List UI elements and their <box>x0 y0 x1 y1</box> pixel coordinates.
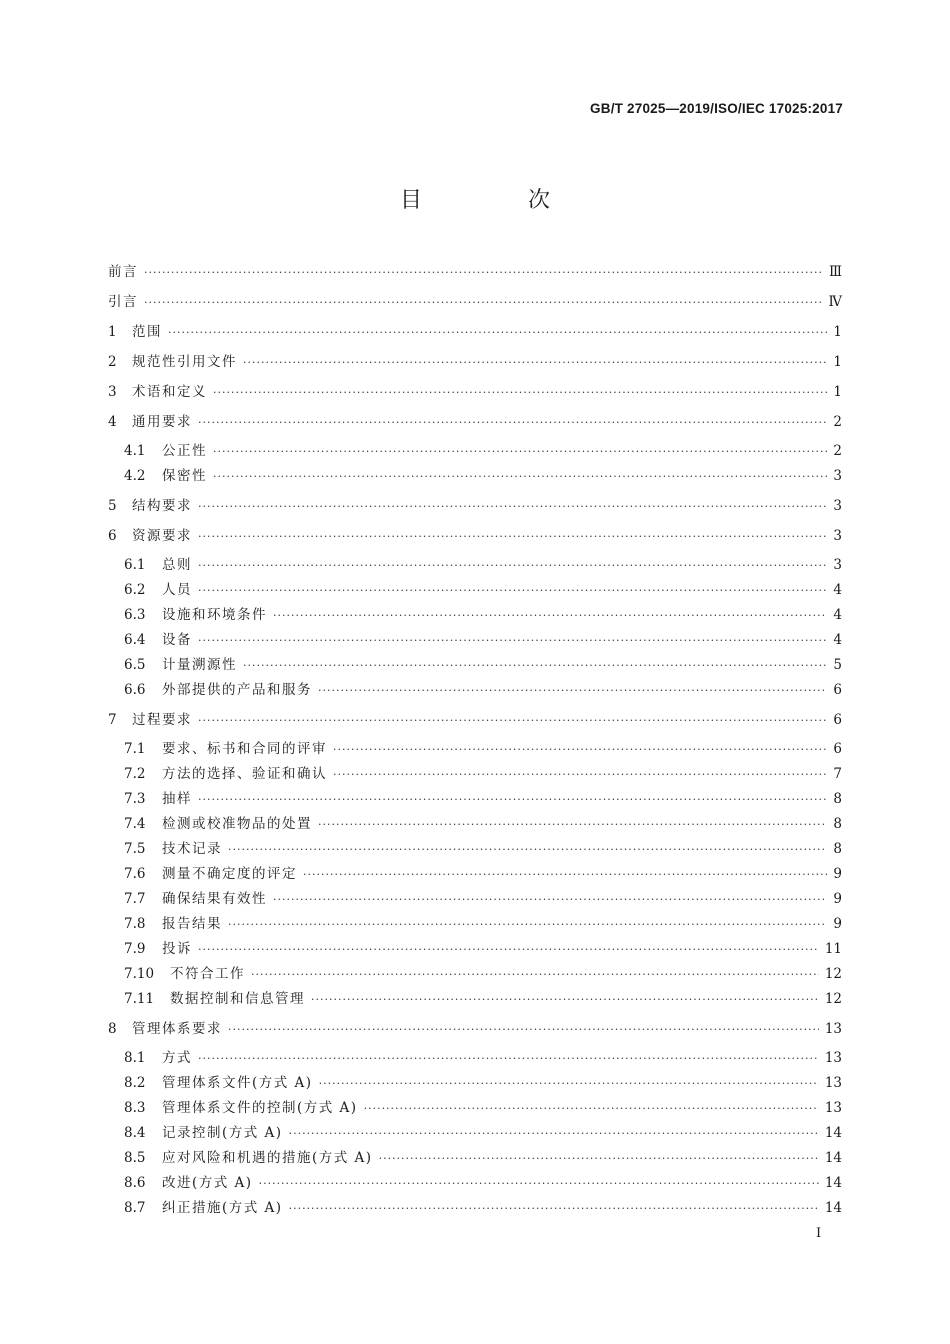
toc-entry-page: Ⅳ <box>828 294 842 310</box>
toc-entry[interactable] <box>108 526 842 546</box>
toc-entry-page: 3 <box>833 557 842 573</box>
toc-dot-leader <box>198 1049 819 1069</box>
toc-entry-number: 7.7 <box>124 891 146 907</box>
toc-dot-leader <box>228 915 827 935</box>
toc-entry[interactable] <box>124 1148 842 1168</box>
toc-entry-page: 4 <box>833 632 842 648</box>
toc-entry-page: 6 <box>833 741 842 757</box>
toc-entry-page: 1 <box>833 324 842 340</box>
toc-dot-leader <box>333 740 827 760</box>
toc-entry-label: 计量溯源性 <box>162 657 237 673</box>
toc-entry-number: 7 <box>108 712 117 728</box>
toc-dot-leader <box>198 790 827 810</box>
toc-entry-number: 7.4 <box>124 816 146 832</box>
toc-entry-number: 6.2 <box>124 582 146 598</box>
toc-entry-number: 7.8 <box>124 916 146 932</box>
toc-entry[interactable] <box>124 864 842 884</box>
toc-entry-label: 要求、标书和合同的评审 <box>162 741 327 757</box>
toc-entry-page: 1 <box>833 384 842 400</box>
toc-entry-number: 8.7 <box>124 1200 146 1216</box>
toc-dot-leader <box>198 556 827 576</box>
toc-entry[interactable] <box>124 580 842 600</box>
toc-entry[interactable] <box>124 889 842 909</box>
toc-entry-label: 报告结果 <box>162 916 222 932</box>
toc-entry[interactable] <box>124 630 842 650</box>
toc-entry-page: 3 <box>833 528 842 544</box>
toc-dot-leader <box>243 656 827 676</box>
toc-entry-label: 公正性 <box>162 443 207 459</box>
toc-entry-label: 总则 <box>162 557 192 573</box>
toc-entry-page: 5 <box>833 657 842 673</box>
toc-entry[interactable] <box>124 989 842 1009</box>
toc-entry-page: 6 <box>833 682 842 698</box>
toc-entry-number: 6 <box>108 528 117 544</box>
toc-entry[interactable] <box>124 739 842 759</box>
toc-entry-label: 通用要求 <box>132 414 192 430</box>
toc-entry-page: 8 <box>833 791 842 807</box>
toc-entry[interactable] <box>108 352 842 372</box>
toc-entry-label: 方式 <box>162 1050 192 1066</box>
toc-dot-leader <box>251 965 819 985</box>
toc-entry-page: 3 <box>833 498 842 514</box>
toc-entry-label: 保密性 <box>162 468 207 484</box>
toc-entry[interactable] <box>124 655 842 675</box>
toc-entry-number: 8.1 <box>124 1050 146 1066</box>
toc-entry-page: 9 <box>833 891 842 907</box>
toc-entry-page: 7 <box>833 766 842 782</box>
toc-entry-label: 抽样 <box>162 791 192 807</box>
toc-entry-number: 7.11 <box>124 991 155 1007</box>
toc-dot-leader <box>303 865 827 885</box>
toc-entry[interactable] <box>124 814 842 834</box>
toc-entry-page: 13 <box>824 1075 842 1091</box>
toc-entry-label: 外部提供的产品和服务 <box>162 682 312 698</box>
toc-entry-number: 7.10 <box>124 966 155 982</box>
toc-entry-number: 7.1 <box>124 741 146 757</box>
toc-dot-leader <box>144 263 823 283</box>
toc-dot-leader <box>364 1099 819 1119</box>
toc-entry[interactable] <box>124 441 842 461</box>
toc-dot-leader <box>289 1124 819 1144</box>
toc-entry-number: 8.3 <box>124 1100 146 1116</box>
toc-entry[interactable] <box>124 605 842 625</box>
toc-entry-page: 3 <box>833 468 842 484</box>
toc-entry[interactable] <box>124 764 842 784</box>
toc-dot-leader <box>144 293 823 313</box>
toc-entry[interactable] <box>124 1198 842 1218</box>
toc-dot-leader <box>213 467 827 487</box>
toc-entry-page: 2 <box>833 443 842 459</box>
toc-dot-leader <box>379 1149 819 1169</box>
toc-dot-leader <box>198 413 827 433</box>
toc-dot-leader <box>319 1074 819 1094</box>
toc-entry-label: 资源要求 <box>132 528 192 544</box>
toc-dot-leader <box>311 990 819 1010</box>
toc-entry[interactable] <box>108 1019 842 1039</box>
toc-entry-page: 4 <box>833 582 842 598</box>
toc-dot-leader <box>213 442 827 462</box>
toc-entry-label: 引言 <box>108 294 138 310</box>
toc-entry-label: 纠正措施(方式 A) <box>162 1200 283 1216</box>
toc-entry-page: 14 <box>824 1175 842 1191</box>
toc-entry-label: 不符合工作 <box>170 966 245 982</box>
toc-entry[interactable] <box>108 322 842 342</box>
toc-entry[interactable] <box>124 839 842 859</box>
toc-dot-leader <box>198 497 827 517</box>
toc-entry-number: 8.5 <box>124 1150 146 1166</box>
toc-entry-label: 管理体系文件的控制(方式 A) <box>162 1100 358 1116</box>
toc-entry[interactable] <box>108 262 842 282</box>
toc-entry-page: 2 <box>833 414 842 430</box>
toc-entry[interactable] <box>108 292 842 312</box>
toc-entry-label: 投诉 <box>162 941 192 957</box>
toc-entry-label: 方法的选择、验证和确认 <box>162 766 327 782</box>
toc-entry[interactable] <box>124 1048 842 1068</box>
toc-entry-page: 4 <box>833 607 842 623</box>
toc-entry-number: 7.3 <box>124 791 146 807</box>
toc-entry[interactable] <box>124 555 842 575</box>
toc-entry-number: 8.4 <box>124 1125 146 1141</box>
toc-entry-label: 检测或校准物品的处置 <box>162 816 312 832</box>
page-title: 目 次 <box>399 188 592 213</box>
toc-entry-number: 6.6 <box>124 682 146 698</box>
toc-entry-number: 8.2 <box>124 1075 146 1091</box>
toc-entry-number: 4.1 <box>124 443 146 459</box>
toc-dot-leader <box>228 1020 819 1040</box>
toc-entry-number: 7.2 <box>124 766 146 782</box>
toc-entry-number: 8 <box>108 1021 117 1037</box>
toc-entry-number: 7.6 <box>124 866 146 882</box>
toc-entry[interactable] <box>124 964 842 984</box>
toc-entry-number: 5 <box>108 498 117 514</box>
toc-dot-leader <box>228 840 827 860</box>
toc-entry[interactable] <box>124 1123 842 1143</box>
toc-entry-number: 8.6 <box>124 1175 146 1191</box>
toc-entry-label: 数据控制和信息管理 <box>170 991 305 1007</box>
toc-entry-page: 12 <box>824 991 842 1007</box>
toc-entry-page: 12 <box>824 966 842 982</box>
toc-entry-label: 过程要求 <box>132 712 192 728</box>
toc-entry[interactable] <box>124 680 842 700</box>
toc-entry-page: 11 <box>824 941 842 957</box>
toc-entry-label: 规范性引用文件 <box>132 354 237 370</box>
toc-dot-leader <box>168 323 827 343</box>
toc-dot-leader <box>273 890 827 910</box>
toc-entry-page: 8 <box>833 841 842 857</box>
toc-entry-label: 管理体系要求 <box>132 1021 222 1037</box>
toc-entry-page: 13 <box>824 1050 842 1066</box>
toc-entry-label: 确保结果有效性 <box>162 891 267 907</box>
toc-dot-leader <box>273 606 827 626</box>
toc-entry-page: 14 <box>824 1150 842 1166</box>
toc-dot-leader <box>243 353 827 373</box>
toc-dot-leader <box>198 940 819 960</box>
toc-entry[interactable] <box>108 496 842 516</box>
toc-entry-label: 人员 <box>162 582 192 598</box>
toc-entry-page: 1 <box>833 354 842 370</box>
toc-entry-page: 9 <box>833 866 842 882</box>
toc-entry-label: 改进(方式 A) <box>162 1175 253 1191</box>
toc-entry-page: 14 <box>824 1200 842 1216</box>
toc-entry[interactable] <box>108 382 842 402</box>
standard-code-header: GB/T 27025—2019/ISO/IEC 17025:2017 <box>590 101 843 116</box>
toc-entry[interactable] <box>108 412 842 432</box>
toc-entry-label: 应对风险和机遇的措施(方式 A) <box>162 1150 373 1166</box>
toc-entry-page: 8 <box>833 816 842 832</box>
toc-entry-page: 6 <box>833 712 842 728</box>
toc-entry-number: 1 <box>108 324 117 340</box>
toc-entry[interactable] <box>124 914 842 934</box>
toc-entry-label: 技术记录 <box>162 841 222 857</box>
toc-dot-leader <box>333 765 827 785</box>
toc-entry-number: 6.5 <box>124 657 146 673</box>
toc-entry-number: 7.9 <box>124 941 146 957</box>
toc-entry-page: 9 <box>833 916 842 932</box>
toc-dot-leader <box>198 631 827 651</box>
toc-entry-label: 测量不确定度的评定 <box>162 866 297 882</box>
toc-entry[interactable] <box>124 466 842 486</box>
toc-entry-label: 设备 <box>162 632 192 648</box>
toc-entry-label: 记录控制(方式 A) <box>162 1125 283 1141</box>
toc-entry-page: 14 <box>824 1125 842 1141</box>
toc-entry-number: 7.5 <box>124 841 146 857</box>
toc-entry-label: 前言 <box>108 264 138 280</box>
toc-dot-leader <box>198 527 827 547</box>
toc-entry-label: 范围 <box>132 324 162 340</box>
toc-entry-number: 2 <box>108 354 117 370</box>
toc-entry[interactable] <box>124 789 842 809</box>
toc-entry[interactable] <box>124 1098 842 1118</box>
toc-entry-number: 6.1 <box>124 557 146 573</box>
toc-entry-number: 4 <box>108 414 117 430</box>
toc-entry[interactable] <box>124 1073 842 1093</box>
toc-dot-leader <box>259 1174 819 1194</box>
toc-entry-number: 4.2 <box>124 468 146 484</box>
toc-entry-label: 结构要求 <box>132 498 192 514</box>
toc-dot-leader <box>198 581 827 601</box>
toc-entry-page: 13 <box>824 1021 842 1037</box>
toc-dot-leader <box>289 1199 819 1219</box>
toc-entry[interactable] <box>124 1173 842 1193</box>
toc-entry-label: 管理体系文件(方式 A) <box>162 1075 313 1091</box>
toc-dot-leader <box>318 815 827 835</box>
toc-entry-number: 6.4 <box>124 632 146 648</box>
toc-dot-leader <box>213 383 827 403</box>
toc-entry[interactable] <box>108 710 842 730</box>
toc-entry-page: Ⅲ <box>828 264 842 280</box>
toc-entry-page: 13 <box>824 1100 842 1116</box>
toc-entry[interactable] <box>124 939 842 959</box>
toc-entry-label: 设施和环境条件 <box>162 607 267 623</box>
toc-entry-number: 6.3 <box>124 607 146 623</box>
page-number: Ⅰ <box>816 1226 822 1241</box>
toc-dot-leader <box>198 711 827 731</box>
toc-entry-number: 3 <box>108 384 117 400</box>
toc-entry-label: 术语和定义 <box>132 384 207 400</box>
toc-dot-leader <box>318 681 827 701</box>
